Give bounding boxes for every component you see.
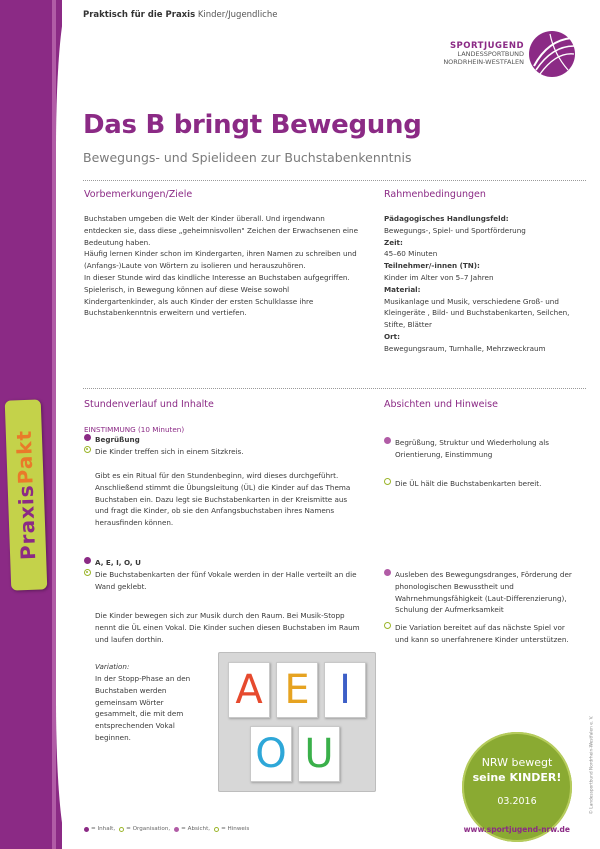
logo-emblem-icon bbox=[528, 30, 576, 78]
letter-card: O bbox=[250, 726, 292, 782]
website-link[interactable]: www.sportjugend-nrw.de bbox=[463, 825, 570, 834]
list-item: A, E, I, O, U bbox=[84, 557, 364, 569]
series-audience: Kinder/Jugendliche bbox=[197, 10, 278, 20]
letter-card: E bbox=[276, 662, 318, 718]
legend: = Inhalt, = Organisation, = Absicht, = Hinweis bbox=[84, 826, 249, 832]
hinweis-marker-icon bbox=[384, 478, 391, 485]
series-title: Praktisch für die Praxis bbox=[83, 10, 196, 20]
list-item: Begrüßung, Struktur und Wiederholung als Orientierung, Einstimmung bbox=[384, 437, 576, 461]
variation-label: Variation: bbox=[95, 662, 130, 671]
list-item: Die Buchstabenkarten der fünf Vokale werden in der Halle verteilt an die Wand geklebt. bbox=[84, 569, 370, 593]
page-title: Das B bringt Bewegung bbox=[83, 110, 422, 140]
vorbemerkungen-text: Buchstaben umgeben die Welt der Kinder überall. Und irgendwann entdecken sie, dass diese „geheimnisvollen" Zeichen der Erwachsenen eine Bedeutung haben. Häufig lernen Kinder schon im Kindergarten, ihren Namen zu schreiben und (Anfangs-)Laute von Wörtern zu isolieren und herauszuhören. In dieser Stunde wird das kindliche Interesse an Buchstaben aufgegriffen. Spielerisch, in Bewegung können auf diese Weise sowohl Kindergartenkinder, als auch Kinder der ersten Schulklasse ihre Buchstabenkenntnis erweitern und vertiefen. bbox=[84, 214, 359, 318]
phase-title: EINSTIMMUNG (10 Minuten) bbox=[84, 425, 185, 434]
hinweis-marker-icon bbox=[214, 827, 219, 832]
letter-card: U bbox=[298, 726, 340, 782]
divider bbox=[83, 180, 586, 181]
organisation-marker-icon bbox=[84, 446, 91, 453]
vokale-text: Die Kinder bewegen sich zur Musik durch den Raum. Bei Musik-Stopp nennt die ÜL einen Vokal. Die Kinder suchen diesen Buchstaben im Raum und laufen dorthin. bbox=[95, 611, 360, 644]
copyright-note: © Landessportbund Nordrhein-Westfalen e. V. bbox=[589, 715, 595, 815]
sidebar-curve bbox=[56, 0, 70, 849]
letter-card: A bbox=[228, 662, 270, 718]
hinweis-marker-icon bbox=[384, 622, 391, 629]
begruessung-text: Gibt es ein Ritual für den Stundenbeginn, wird dieses durchgeführt. Anschließend stimmt die Übungsleitung (ÜL) die Kinder auf das Thema Buchstaben ein. Dazu legt sie Buchstabenkarten in der Kreismitte aus und fragt die Kinder, ob sie den Anfangsbuchstaben ihres Namens herausfinden können. bbox=[95, 471, 351, 528]
list-item: Die Variation bereitet auf das nächste Spiel vor und kann so unerfahrenere Kinder unterstützen. bbox=[384, 622, 578, 646]
inhalt-marker-icon bbox=[84, 434, 91, 441]
logo-text: SPORTJUGEND LANDESSPORTBUND NORDRHEIN-WESTFALEN bbox=[443, 41, 524, 66]
issue-date: 03.2016 bbox=[497, 796, 537, 807]
organisation-marker-icon bbox=[119, 827, 124, 832]
divider bbox=[83, 388, 586, 389]
letter-cards-photo bbox=[218, 652, 376, 792]
letter-card: I bbox=[324, 662, 366, 718]
series-header bbox=[83, 10, 277, 20]
absicht-marker-icon bbox=[384, 569, 391, 576]
inhalt-marker-icon bbox=[84, 827, 89, 832]
praxis-pakt-sticker bbox=[5, 399, 48, 590]
list-item: Die Kinder treffen sich in einem Sitzkreis. bbox=[84, 446, 364, 458]
sportjugend-logo bbox=[420, 30, 580, 80]
absicht-marker-icon bbox=[384, 437, 391, 444]
nrw-bewegt-badge: NRW bewegt seine KINDER! 03.2016 bbox=[462, 732, 572, 842]
list-item: Die ÜL hält die Buchstabenkarten bereit. bbox=[384, 478, 576, 490]
inhalt-marker-icon bbox=[84, 557, 91, 564]
section-heading-rahmenbedingungen: Rahmenbedingungen bbox=[384, 189, 486, 200]
list-item: Ausleben des Bewegungsdranges, Förderung der phonologischen Bewusstheit und Wahrnehmungsfähigkeit (Laut-Differenzierung), Schulung der Aufmerksamkeit bbox=[384, 569, 576, 616]
section-heading-stundenverlauf: Stundenverlauf und Inhalte bbox=[84, 399, 214, 410]
page-subtitle: Bewegungs- und Spielideen zur Buchstabenkenntnis bbox=[83, 150, 412, 165]
section-heading-absichten: Absichten und Hinweise bbox=[384, 399, 498, 410]
section-heading-vorbemerkungen: Vorbemerkungen/Ziele bbox=[84, 189, 193, 200]
variation-text: In der Stopp-Phase an den Buchstaben werden gemeinsam Wörter gesammelt, die mit dem entsprechenden Vokal beginnen. bbox=[95, 674, 191, 742]
sticker-text: PraxisPakt bbox=[11, 429, 41, 561]
absicht-marker-icon bbox=[174, 827, 179, 832]
organisation-marker-icon bbox=[84, 569, 91, 576]
list-item: Begrüßung bbox=[84, 434, 364, 446]
rahmenbedingungen-list: Pädagogisches Handlungsfeld: Bewegungs-, Spiel- und Sportförderung Zeit: 45–60 Minuten Teilnehmer/-innen (TN): Kinder im Alter von 5–7 Jahren Material: Musikanlage und Musik, verschiedene Groß- und Kleingeräte , Bild- und Buchstabenkarten, Seilchen, Stifte, Blätter Ort: Bewegungsraum, Turnhalle, Mehrzweckraum bbox=[384, 214, 570, 353]
